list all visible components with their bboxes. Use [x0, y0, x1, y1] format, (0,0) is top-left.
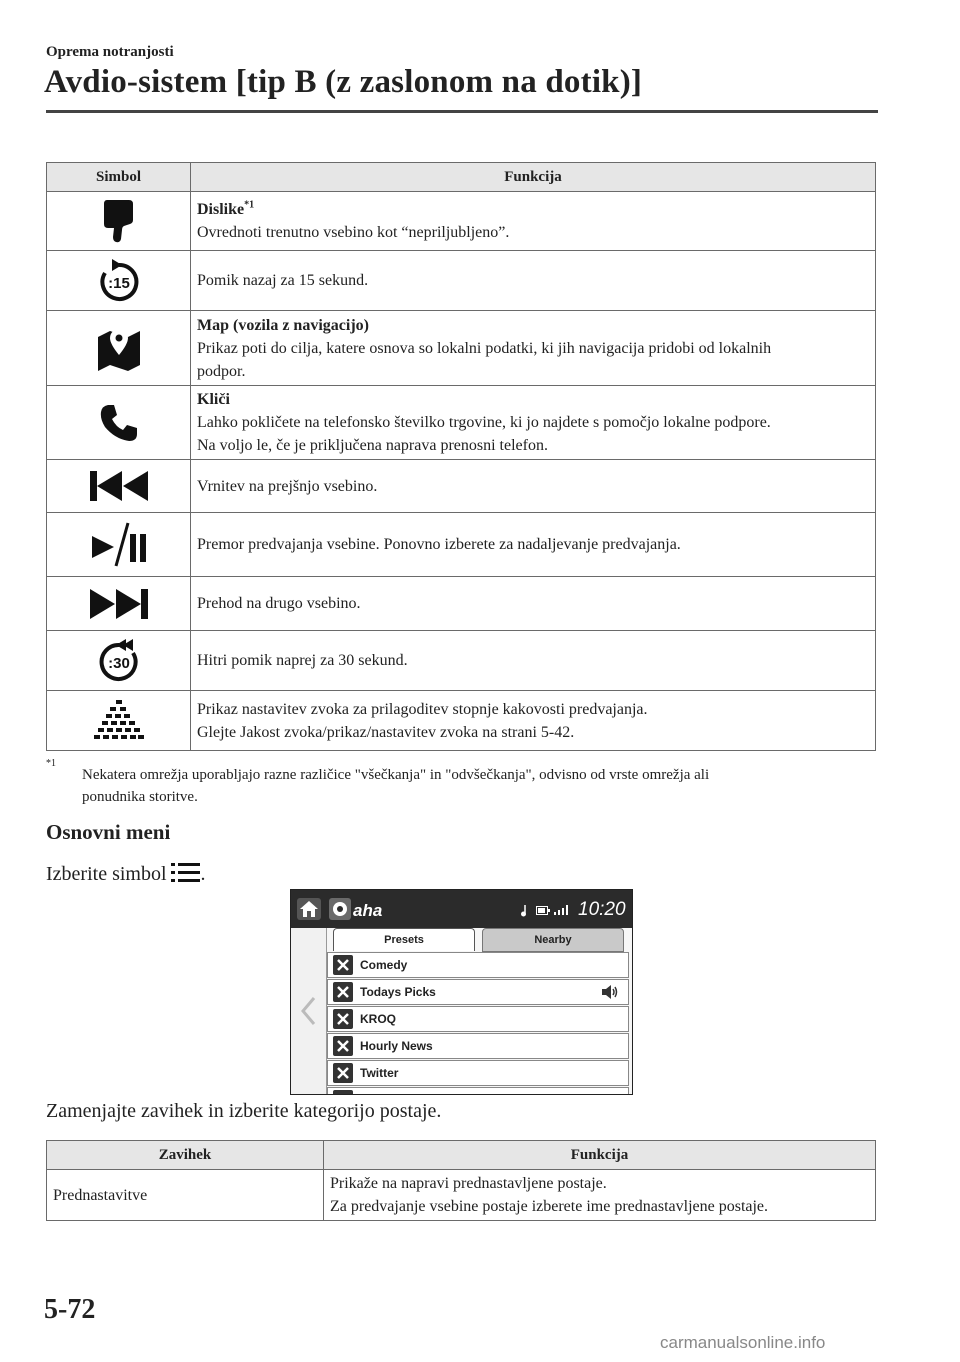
list-menu-icon [171, 862, 201, 884]
tabs-table [46, 1140, 876, 1221]
table-row [47, 251, 876, 311]
table-header-row [47, 1141, 876, 1170]
function-cell [191, 386, 876, 460]
equalizer-icon [92, 698, 146, 744]
station-icon [333, 1009, 353, 1029]
row-text: Prehod na drugo vsebino. [197, 595, 361, 612]
row-text: Hitri pomik naprej za 30 sekund. [197, 652, 408, 669]
table-row [47, 691, 876, 751]
row-text: Prikaz nastavitev zvoka za prilagoditev stopnje kakovosti predvajanja. [197, 700, 648, 718]
station-icon [333, 1036, 353, 1056]
table-row [47, 631, 876, 691]
row-text: Na voljo le, če je priključena naprava prenosni telefon. [197, 437, 548, 454]
section-heading: Osnovni meni [46, 820, 171, 844]
chevron-left-icon[interactable] [300, 996, 316, 1026]
station-list [327, 951, 631, 1095]
footnote-text: ponudnika storitve. [82, 789, 198, 805]
symbol-cell [47, 631, 191, 691]
tab-name-cell: Prednastavitve [47, 1170, 324, 1221]
station-icon [333, 955, 353, 975]
footnote-text: Nekatera omrežja uporabljajo razne različice "všečkanja" in "odvšečkanja", odvisno od vrste omrežja ali [82, 767, 710, 783]
row-text: Lahko pokličete na telefonsko številko trgovine, ki jo najdete s pomočjo lokalne podpore. [197, 414, 771, 431]
symbol-cell [47, 386, 191, 460]
clock: 10:20 [578, 899, 626, 920]
watermark: carmanualsonline.info [660, 1333, 826, 1352]
home-icon[interactable] [297, 898, 321, 920]
row-title: Map (vozila z navigacijo) [197, 316, 369, 334]
function-cell [191, 460, 876, 513]
function-cell [191, 192, 876, 251]
table-row [47, 513, 876, 577]
column-header: Funkcija [191, 163, 876, 192]
symbol-cell [47, 460, 191, 513]
section-label: Oprema notranjosti [46, 44, 174, 60]
screen-left-panel [291, 928, 327, 1094]
table-row [47, 311, 876, 386]
list-item[interactable] [327, 979, 629, 1005]
table-row [47, 1170, 876, 1221]
map-icon [95, 325, 143, 371]
tab-presets[interactable]: Presets [333, 928, 475, 951]
row-text: Prikaže na napravi prednastavljene postaje. [330, 1175, 607, 1192]
aha-screen [290, 889, 633, 1095]
instruction-text: Izberite simbol [46, 863, 167, 885]
tab-nearby[interactable]: Nearby [482, 928, 624, 952]
column-header: Simbol [47, 163, 191, 192]
function-cell [191, 311, 876, 386]
signal-icon [554, 905, 570, 915]
footnote-ref: *1 [244, 199, 255, 211]
table-header-row [47, 163, 876, 192]
list-item[interactable] [327, 1033, 629, 1059]
row-text: Premor predvajanja vsebine. Ponovno izberete za nadaljevanje predvajanja. [197, 536, 681, 553]
station-name [360, 1088, 386, 1095]
function-cell [191, 577, 876, 631]
row-text: Za predvajanje vsebine postaje izberete ime prednastavljene postaje. [330, 1198, 769, 1215]
symbols-table [46, 162, 876, 751]
function-cell [191, 251, 876, 311]
symbol-cell [47, 192, 191, 251]
rewind-15-icon [96, 258, 142, 304]
svg-text::30: :30 [107, 654, 130, 672]
phone-icon [99, 403, 139, 443]
symbol-cell [47, 691, 191, 751]
page-number: 5-72 [44, 1294, 96, 1325]
table-row [47, 192, 876, 251]
play-pause-icon [88, 520, 150, 570]
table-row [47, 577, 876, 631]
symbol-cell [47, 311, 191, 386]
instruction-text: Zamenjajte zavihek in izberite kategorijo postaje. [46, 1100, 442, 1122]
station-name: Twitter [360, 1066, 399, 1080]
battery-icon [536, 906, 550, 915]
table-row [47, 386, 876, 460]
station-name: Todays Picks [360, 985, 436, 999]
station-name: Comedy [360, 958, 408, 972]
list-item[interactable] [327, 1006, 629, 1032]
screen-top-bar [291, 890, 632, 928]
svg-text::15: :15 [107, 274, 130, 292]
function-cell [191, 631, 876, 691]
music-note-icon [521, 905, 529, 917]
symbol-cell [47, 251, 191, 311]
next-track-icon [88, 587, 150, 621]
title-rule [46, 110, 878, 113]
list-item[interactable] [327, 952, 629, 978]
previous-track-icon [88, 469, 150, 503]
row-text: Vrnitev na prejšnjo vsebino. [197, 477, 378, 495]
row-text: Glejte Jakost zvoka/prikaz/nastavitev zvoka na strani 5-42. [197, 723, 575, 741]
column-header: Funkcija [324, 1141, 876, 1170]
row-title: Dislike [197, 201, 245, 218]
instruction-end: . [200, 863, 206, 885]
aha-logo-icon [329, 898, 351, 920]
list-item[interactable] [327, 1060, 629, 1086]
instruction [46, 862, 206, 886]
station-icon [333, 1063, 353, 1083]
column-header: Zavihek [47, 1141, 324, 1170]
row-text: podpor. [197, 362, 246, 380]
thumbs-down-icon [99, 198, 139, 244]
app-name: aha [353, 901, 383, 920]
table-row [47, 460, 876, 513]
speaker-icon [602, 985, 620, 999]
station-name: KROQ [360, 1012, 396, 1026]
station-icon [333, 1090, 353, 1095]
function-cell [191, 691, 876, 751]
function-cell [324, 1170, 876, 1221]
forward-30-icon [96, 638, 142, 684]
footnote: *1 Nekatera omrežja uporabljajo razne različice "všečkanja" in "odvšečkanja", odvisno od vrste omrežja ali ponudnika storitve. [46, 764, 876, 808]
row-title: Kliči [197, 391, 230, 408]
page-title: Avdio-sistem [tip B (z zaslonom na dotik)] [44, 64, 643, 100]
symbol-cell [47, 577, 191, 631]
function-cell [191, 513, 876, 577]
symbol-cell [47, 513, 191, 577]
station-icon [333, 982, 353, 1002]
row-text: Pomik nazaj za 15 sekund. [197, 272, 369, 289]
list-item[interactable] [327, 1087, 629, 1095]
station-name: Hourly News [360, 1039, 433, 1053]
row-text: Prikaz poti do cilja, katere osnova so lokalni podatki, ki jih navigacija pridobi od lokalnih [197, 339, 772, 357]
row-text: Ovrednoti trenutno vsebino kot “nepriljubljeno”. [197, 224, 510, 241]
